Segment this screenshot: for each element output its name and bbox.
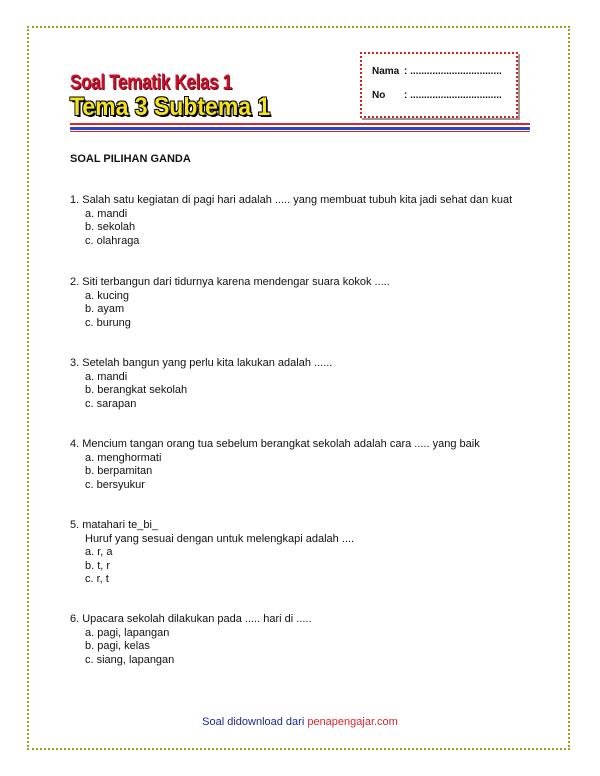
header-divider-red-thin [70, 131, 530, 132]
name-line [372, 66, 502, 77]
number-line [372, 90, 502, 101]
option-a: a. pagi, lapangan [85, 626, 170, 639]
header-divider-blue [70, 127, 530, 130]
option-c: c. sarapan [85, 397, 137, 410]
question-text: 6. Upacara sekolah dilakukan pada ..... hari di ..... [70, 613, 312, 625]
question-2 [70, 276, 390, 330]
number-field: : ................................. [404, 90, 502, 101]
question-6 [70, 613, 312, 667]
student-identity-box [360, 52, 518, 118]
question-text: 3. Setelah bangun yang perlu kita lakukan adalah ...... [70, 357, 333, 369]
footer-site-link[interactable]: penapengajar.com [307, 716, 398, 728]
question-text: 2. Siti terbangun dari tidurnya karena mendengar suara kokok ..... [70, 276, 390, 288]
option-b: b. berangkat sekolah [85, 384, 188, 397]
worksheet-title: Soal Tematik Kelas 1 [70, 71, 232, 94]
option-c: c. siang, lapangan [85, 653, 175, 666]
option-a: a. mandi [85, 370, 128, 383]
header-divider-red [70, 123, 530, 125]
question-subtext: Huruf yang sesuai dengan untuk melengkapi adalah .... [85, 532, 355, 545]
option-c: c. r, t [85, 573, 109, 586]
question-text: 4. Mencium tangan orang tua sebelum berangkat sekolah adalah cara ..... yang baik [70, 438, 480, 450]
option-b: b. sekolah [85, 221, 136, 234]
question-text: 5. matahari te_bi_ [70, 519, 159, 531]
question-5 [70, 519, 354, 587]
option-a: a. menghormati [85, 451, 162, 464]
question-text: 1. Salah satu kegiatan di pagi hari adalah ..... yang membuat tubuh kita jadi sehat dan kuat [70, 194, 513, 206]
number-label: No [372, 90, 386, 101]
question-3 [70, 357, 332, 411]
option-a: a. kucing [85, 289, 130, 302]
option-c: c. bersyukur [85, 478, 145, 491]
section-title: SOAL PILIHAN GANDA [70, 153, 191, 165]
option-c: c. olahraga [85, 234, 140, 247]
footer-credit [0, 716, 600, 728]
option-c: c. burung [85, 316, 131, 329]
option-b: b. berpamitan [85, 465, 153, 478]
question-1 [70, 194, 512, 248]
option-a: a. mandi [85, 207, 128, 220]
worksheet-subtitle: Tema 3 Subtema 1 [70, 93, 271, 121]
option-a: a. r, a [85, 546, 113, 559]
name-label: Nama [372, 66, 400, 77]
name-field: : ................................. [404, 66, 502, 77]
option-b: b. t, r [85, 559, 111, 572]
footer-text: Soal didownload dari [202, 716, 308, 728]
option-b: b. ayam [85, 303, 125, 316]
question-4 [70, 438, 480, 492]
option-b: b. pagi, kelas [85, 640, 150, 653]
